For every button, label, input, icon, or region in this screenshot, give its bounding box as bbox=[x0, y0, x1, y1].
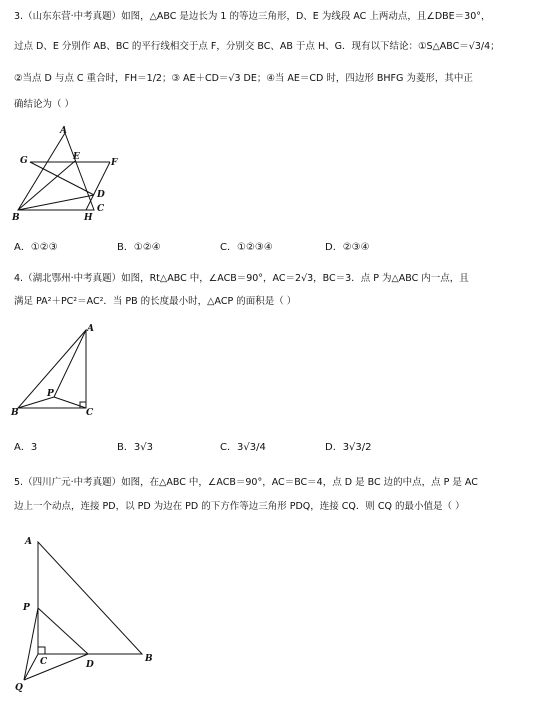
q3-option-a: A．①②③ bbox=[14, 242, 58, 253]
q4-text-line1: 4.（湖北鄂州·中考真题）如图，Rt△ABC 中，∠ACB＝90°，AC＝2√3，BC＝3．点 P 为△ABC 内一点，且 bbox=[14, 273, 469, 284]
q4-option-b: B．3√3 bbox=[117, 442, 153, 453]
q5-label-D: D bbox=[86, 660, 94, 670]
q3-text-line4: 确结论为（ ） bbox=[14, 99, 75, 110]
q4-label-A: A bbox=[87, 324, 94, 334]
q5-text-line1: 5.（四川广元·中考真题）如图，在△ABC 中，∠ACB＝90°，AC＝BC＝4，点 D 是 BC 边的中点，点 P 是 AC bbox=[14, 477, 478, 488]
q4-label-C: C bbox=[86, 408, 94, 418]
q5-figure bbox=[12, 530, 162, 700]
q5-label-C: C bbox=[40, 657, 48, 667]
q3-label-B: B bbox=[12, 213, 20, 223]
q4-figure bbox=[10, 322, 100, 418]
q3-option-c: C．①②③④ bbox=[220, 242, 273, 253]
q5-text-line2: 边上一个动点，连接 PD，以 PD 为边在 PD 的下方作等边三角形 PDQ，连接 CQ．则 CQ 的最小值是（ ） bbox=[14, 501, 465, 512]
q3-label-G: G bbox=[20, 156, 28, 166]
q3-label-E: E bbox=[73, 152, 80, 162]
q3-label-C: C bbox=[97, 204, 105, 214]
q3-text-line2: 过点 D、E 分别作 AB、BC 的平行线相交于点 F，分别交 BC、AB 于点 H、G．现有以下结论：①S△ABC＝√3/4； bbox=[14, 41, 500, 52]
q3-text-line3: ②当点 D 与点 C 重合时，FH＝1/2；③ AE＋CD＝√3 DE；④当 AE＝CD 时，四边形 BHFG 为菱形，其中正 bbox=[14, 73, 473, 84]
q3-option-b: B．①②④ bbox=[117, 242, 161, 253]
q5-label-B: B bbox=[145, 654, 153, 664]
q4-option-c: C．3√3/4 bbox=[220, 442, 266, 453]
q4-label-B: B bbox=[11, 408, 19, 418]
q5-label-P: P bbox=[23, 603, 30, 613]
q3-option-d: D．②③④ bbox=[325, 242, 370, 253]
q3-figure bbox=[10, 125, 130, 225]
q4-label-P: P bbox=[47, 389, 54, 399]
q5-label-A: A bbox=[25, 537, 32, 547]
q3-label-H: H bbox=[84, 213, 93, 223]
q5-label-Q: Q bbox=[15, 683, 23, 693]
q4-option-d: D．3√3/2 bbox=[325, 442, 372, 453]
q3-text-line1: 3.（山东东营·中考真题）如图，△ABC 是边长为 1 的等边三角形，D、E 为线段 AC 上两动点，且∠DBE＝30°， bbox=[14, 11, 491, 22]
q3-label-F: F bbox=[111, 158, 118, 168]
q3-label-A: A bbox=[60, 126, 67, 136]
q4-text-line2: 满足 PA²＋PC²＝AC²．当 PB 的长度最小时，△ACP 的面积是（ ） bbox=[14, 296, 297, 307]
q3-label-D: D bbox=[97, 190, 105, 200]
q4-option-a: A．3 bbox=[14, 442, 38, 453]
